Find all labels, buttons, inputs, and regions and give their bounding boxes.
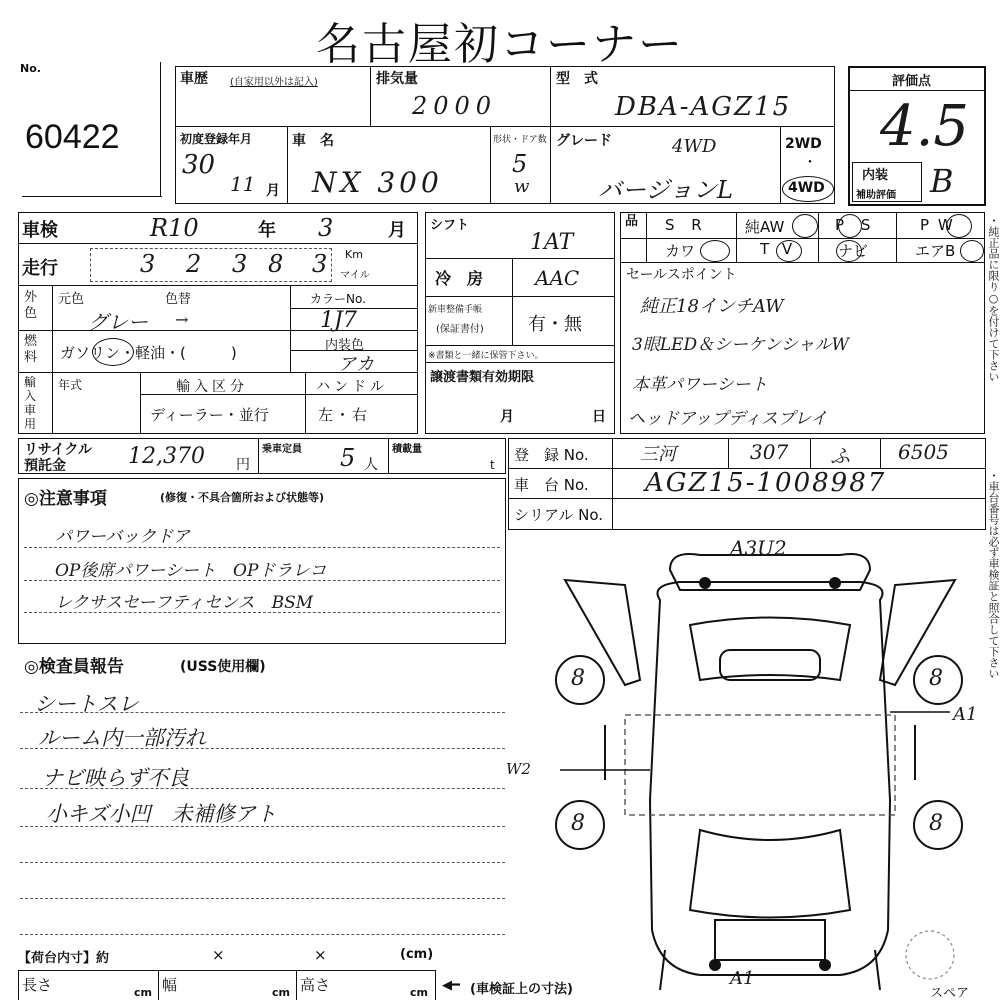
body-shape-label: 形状・ドア数: [493, 135, 547, 145]
inspector-line-3: ナビ映らず不良: [42, 766, 189, 790]
history-label: 車歴: [180, 71, 208, 87]
equip-ps: P S: [835, 216, 877, 234]
import-category-label: 輸入区分: [176, 379, 248, 395]
int-color-label: 内装色: [325, 338, 365, 353]
inspection-year: 年: [258, 220, 276, 241]
transfer-label: 譲渡書類有効期限: [430, 370, 535, 385]
tire-front-left: 8: [571, 666, 585, 691]
first-reg-month-unit: 月: [266, 183, 280, 199]
capacity-unit: 人: [364, 457, 378, 473]
spare-label: スペア: [930, 986, 970, 1001]
note-line-1: パワーバックドア: [55, 527, 190, 547]
history-note: (自家用以外は記入): [230, 77, 318, 88]
handle-label: ハンドル: [316, 379, 388, 395]
equip-pw: P W: [920, 216, 955, 234]
color-code-label: カラーNo.: [310, 292, 366, 306]
color-orig-value: グレー: [88, 310, 148, 334]
cargo-x-1: ×: [212, 946, 225, 964]
equip-side: 品: [625, 214, 639, 229]
inspection-month-value: 3: [318, 214, 334, 242]
body-shape-value: 5: [512, 150, 528, 178]
cargo-width-unit: cm: [272, 986, 290, 999]
load-label: 積載量: [392, 444, 422, 455]
recycle-label-2: 預託金: [24, 458, 66, 474]
shift-value: 1AT: [530, 230, 574, 255]
inspector-line-2: ルーム内一部汚れ: [38, 726, 206, 750]
page-title: 名古屋初コーナー: [316, 19, 684, 70]
grade-drive: 4WD: [672, 136, 717, 157]
color-side-label: 外色: [24, 290, 38, 321]
registration-area: 三河: [640, 444, 676, 465]
interior-value: B: [930, 162, 954, 200]
tire-rear-left: 8: [571, 811, 585, 836]
cargo-arrow-icon: ◀━: [442, 978, 460, 993]
notes-sub: (修復・不具合箇所および状態等): [160, 491, 325, 504]
recycle-label-1: リサイクル: [24, 442, 93, 458]
notes-title: ◎注意事項: [24, 489, 107, 509]
transfer-day: 日: [592, 409, 606, 425]
equip-kawa: カワ: [665, 242, 696, 260]
mileage-digit-5: 3: [312, 250, 328, 278]
recycle-unit: 円: [236, 457, 250, 473]
cargo-note: (車検証上の寸法): [470, 982, 573, 997]
int-color-value: アカ: [338, 354, 374, 375]
chassis-label: 車 台 No.: [514, 476, 589, 494]
note-line-3: レクサスセーフティセンス BSM: [55, 593, 314, 613]
car-diagram: [540, 530, 980, 1000]
margin-note-bottom: ・車台番号は必ず車検証と照合して下さい: [987, 470, 1000, 679]
body-shape-sub: w: [514, 176, 530, 197]
tire-front-right: 8: [929, 666, 943, 691]
cargo-label: 【荷台内寸】約: [18, 951, 110, 966]
sales-point-3: 本革パワーシート: [632, 375, 768, 395]
diagram-bottom-label: A1: [730, 968, 755, 989]
equip-sr: S R: [665, 216, 708, 234]
car-name-value: NX 300: [312, 166, 443, 199]
cargo-length-label: 長さ: [22, 976, 53, 994]
capacity-value: 5: [340, 444, 356, 472]
cargo-length-unit: cm: [134, 986, 152, 999]
equip-tv: T V: [760, 240, 797, 258]
displacement-value: 2000: [412, 92, 498, 120]
note-line-2: OP後席パワーシート OPドラレコ: [55, 561, 327, 581]
maint-label-1: 新車整備手帳: [428, 305, 483, 315]
color-change-label: 色替: [165, 292, 192, 307]
import-side-label: 輸入車用: [24, 375, 37, 431]
drive-4wd-circle: [782, 176, 834, 202]
registration-kana: ふ: [830, 444, 850, 468]
fuel-value: ガソリン・軽油・( ): [60, 344, 237, 362]
rating-label: 評価点: [892, 74, 932, 89]
color-arrow: →: [175, 310, 189, 329]
transfer-month: 月: [500, 409, 514, 425]
cargo-height-label: 高さ: [300, 976, 331, 994]
drive-2wd: 2WD: [785, 136, 822, 152]
aircon-value: AAC: [535, 266, 580, 290]
fuel-side-label: 燃料: [24, 334, 38, 365]
interior-label: 内装: [862, 168, 889, 183]
first-reg-month: 11: [230, 172, 256, 196]
inspector-title: ◎検査員報告: [24, 657, 124, 677]
inspector-line-4: 小キズ小凹 未補修アト: [46, 802, 277, 826]
maint-note: ※書類と一緒に保管下さい。: [428, 351, 544, 361]
fuel-circle: [92, 338, 134, 366]
drive-4wd: 4WD: [788, 180, 825, 196]
equip-aw: 純AW: [745, 218, 785, 236]
inspection-value: R10: [150, 214, 199, 242]
mileage-digit-1: 3: [140, 250, 156, 278]
handle-value: 左・右: [318, 406, 370, 424]
color-code-value: 1J7: [320, 308, 357, 333]
inspection-label: 車検: [22, 220, 58, 241]
mileage-digit-2: 2: [186, 250, 202, 278]
spec-grid: [18, 212, 418, 434]
sales-point-1: 純正18インチAW: [640, 296, 784, 317]
equip-navi: ナビ: [838, 242, 869, 260]
first-reg-label: 初度登録年月: [180, 132, 253, 146]
recycle-value: 12,370: [128, 444, 205, 469]
shift-label: シフト: [430, 218, 470, 233]
import-year-label: 年式: [58, 378, 83, 392]
diagram-left-label: W2: [506, 760, 531, 778]
displacement-label: 排気量: [376, 71, 418, 87]
inspector-line-1: シートスレ: [34, 692, 139, 716]
interior-sub: 補助評価: [856, 190, 896, 201]
model-label: 型 式: [556, 71, 598, 87]
mileage-digit-4: 8: [268, 250, 284, 278]
color-orig-label: 元色: [58, 292, 85, 307]
first-reg-year: 30: [182, 150, 216, 180]
diagram-right-label: A1: [953, 704, 978, 725]
registration-label: 登 録 No.: [514, 446, 589, 464]
aircon-label: 冷 房: [435, 269, 484, 288]
sales-point-4: ヘッドアップディスプレイ: [628, 409, 828, 429]
cargo-height-unit: cm: [410, 986, 428, 999]
mileage-label: 走行: [22, 258, 58, 279]
load-unit: t: [490, 458, 495, 472]
diagram-top-label: A3U2: [730, 536, 787, 560]
sales-point-2: 3眼LED＆シーケンシャルW: [632, 335, 850, 355]
registration-class: 307: [750, 440, 789, 464]
mileage-km: Km: [345, 248, 363, 261]
grade-label: グレード: [556, 133, 612, 149]
cargo-width-label: 幅: [162, 976, 178, 994]
equip-airb: エアB: [915, 242, 956, 260]
rating-value: 4.5: [880, 94, 970, 159]
drive-dot: ・: [803, 155, 817, 171]
inspector-sub: (USS使用欄): [180, 659, 266, 675]
margin-note-top: ・純正品に限り○を付けて下さい: [987, 215, 1000, 382]
car-name-label: 車 名: [292, 133, 334, 149]
chassis-value: AGZ15-1008987: [645, 468, 887, 498]
cargo-x-2: ×: [314, 946, 327, 964]
model-value: DBA-AGZ15: [615, 92, 792, 122]
inspection-month: 月: [388, 220, 406, 241]
capacity-label: 乗車定員: [262, 444, 302, 455]
import-category-value: ディーラー・並行: [150, 406, 269, 424]
maint-label-2: (保証書付): [436, 324, 484, 335]
lot-number: 60422: [25, 118, 120, 156]
lot-label: No.: [20, 62, 41, 75]
mileage-mile: マイル: [340, 270, 370, 281]
cargo-cm: (cm): [400, 947, 434, 962]
registration-number: 6505: [898, 440, 949, 464]
sales-points-label: セールスポイント: [626, 267, 737, 283]
maint-value: 有・無: [528, 314, 582, 335]
mileage-digit-3: 3: [232, 250, 248, 278]
serial-label: シリアル No.: [514, 506, 604, 524]
tire-rear-right: 8: [929, 811, 943, 836]
grade-value: バージョンL: [598, 176, 733, 204]
